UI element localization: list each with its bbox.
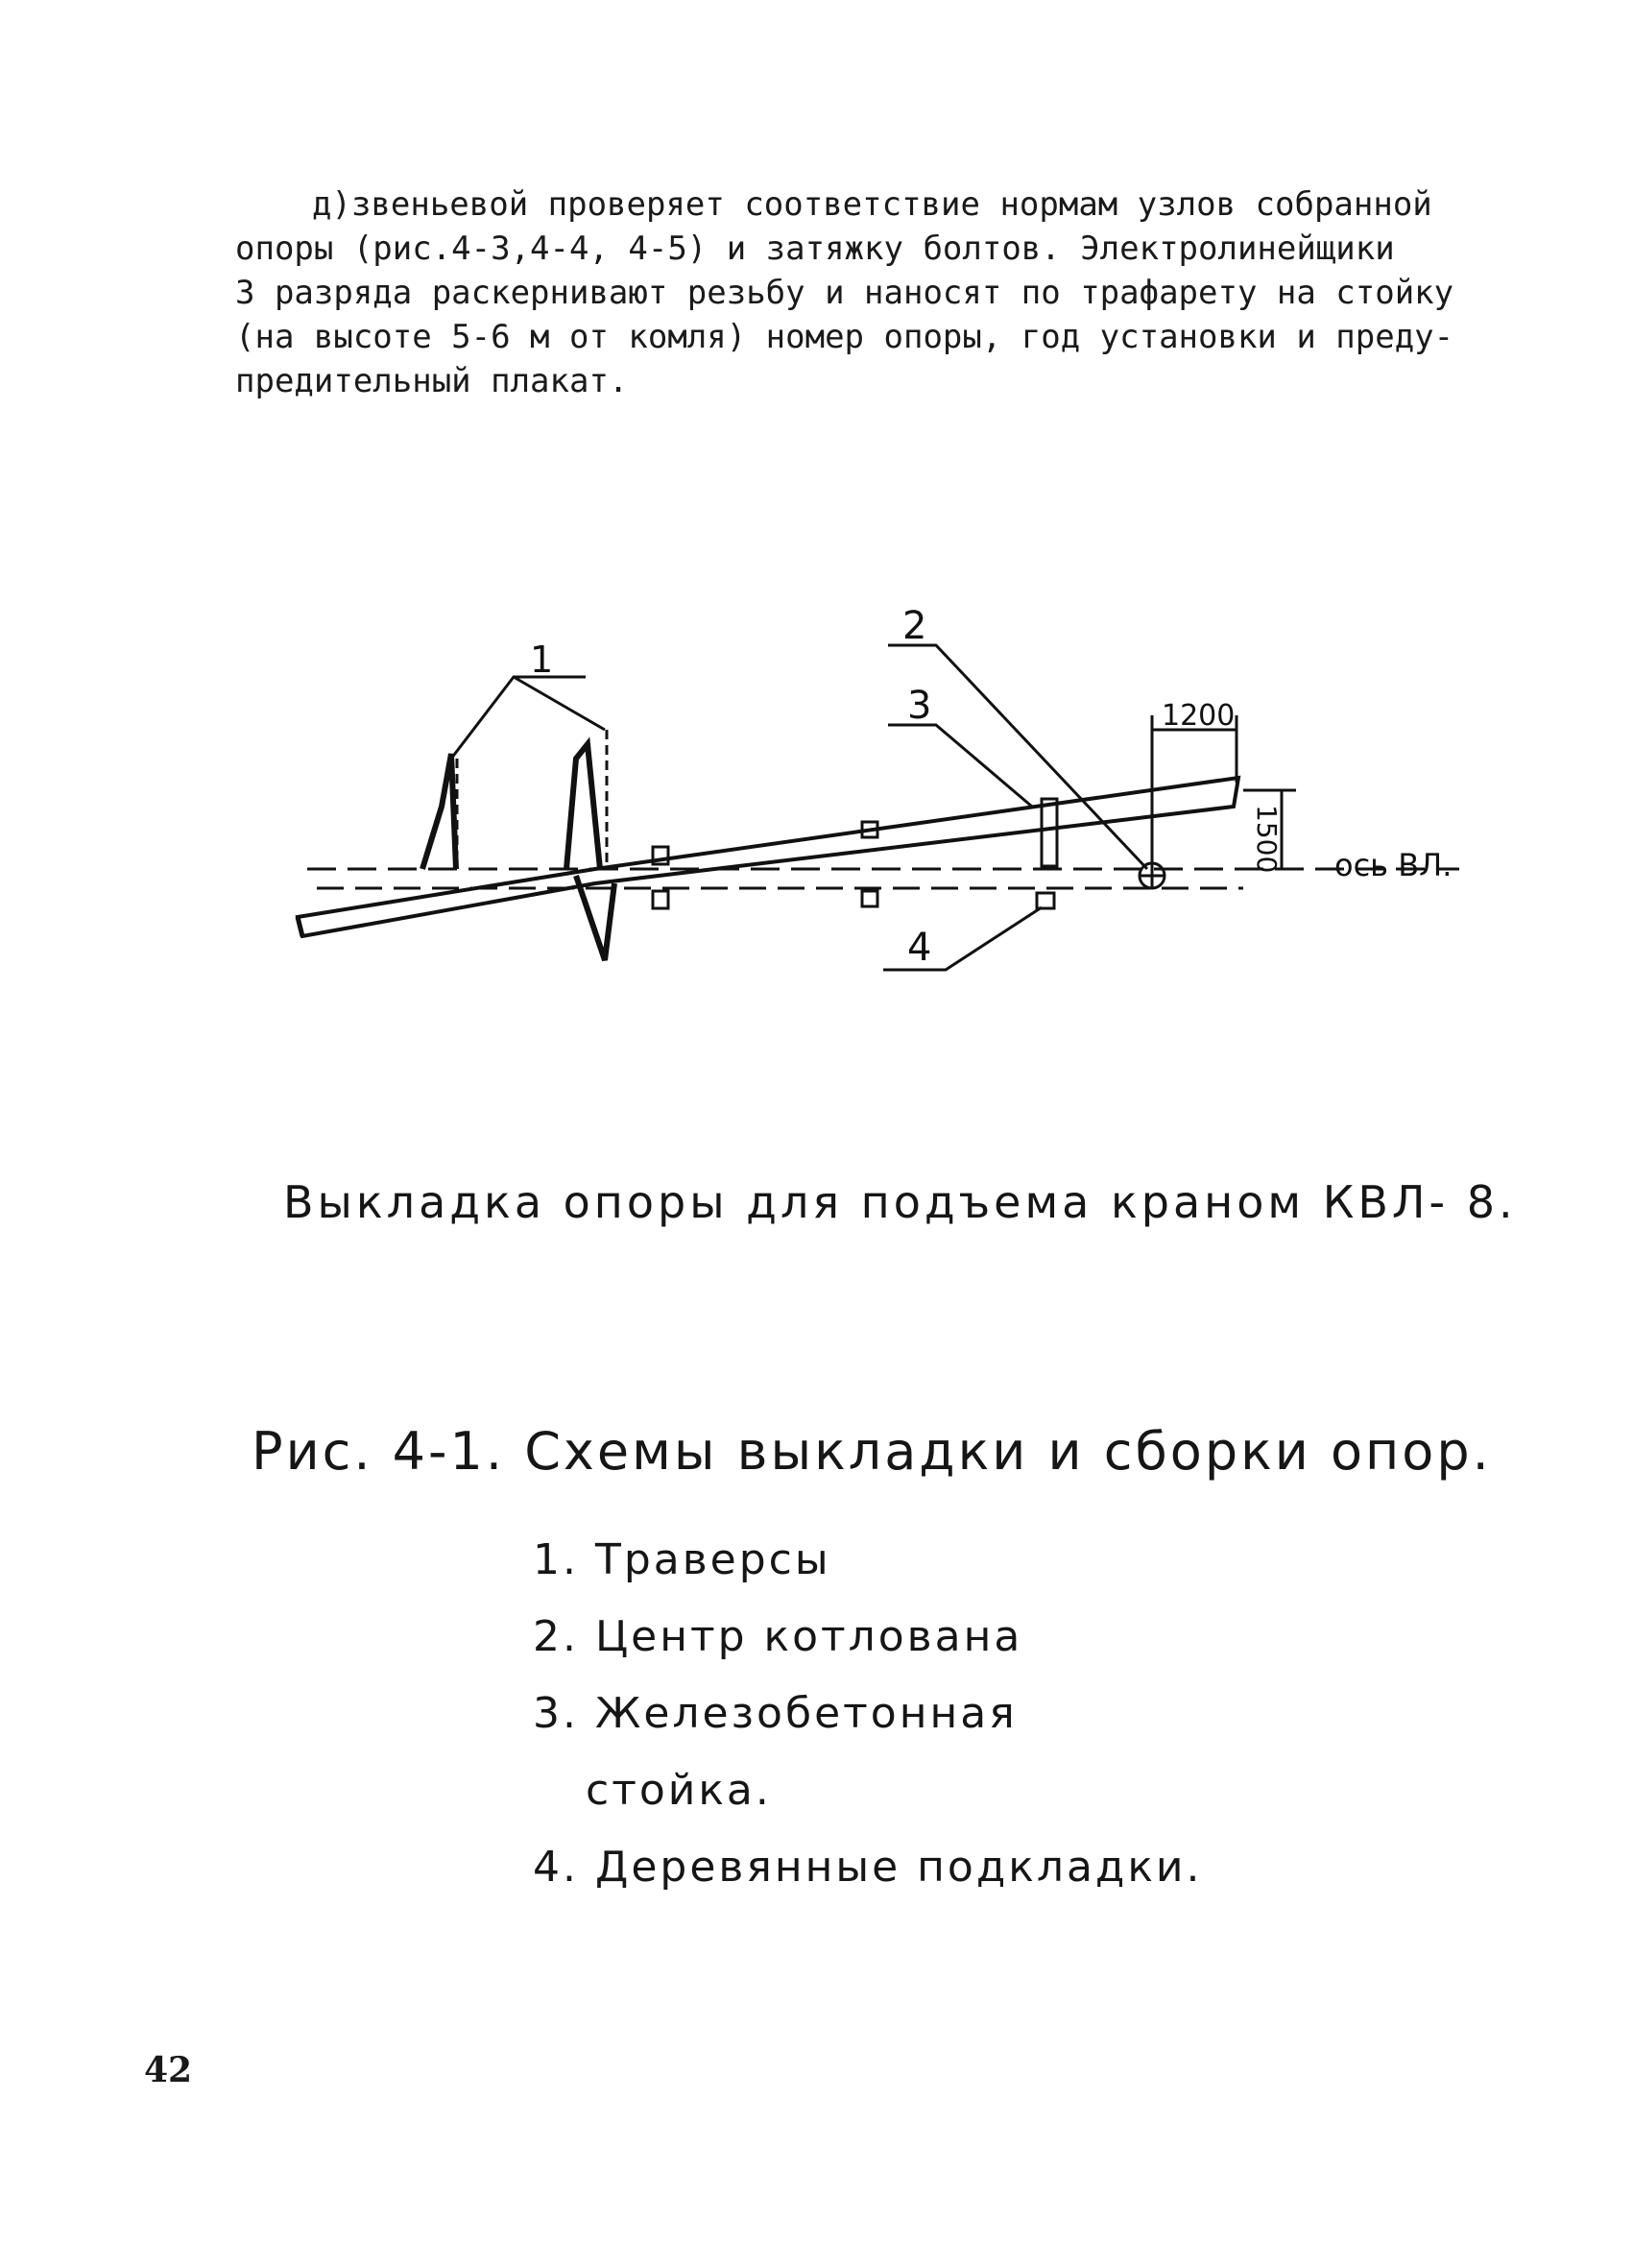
crossarm-right [566, 744, 600, 869]
body-paragraph [235, 182, 1454, 403]
dim-1500: 1500 [1251, 805, 1283, 874]
legend-item: стойка. [586, 1766, 772, 1815]
figure-legend [533, 1522, 1203, 1906]
block [862, 891, 877, 906]
leader-1 [451, 677, 586, 759]
body-line: (на высоте 5-6 м от комля) номер опоры, год установки и преду- [235, 318, 1454, 356]
legend-item: 4. Деревянные подкладки. [533, 1843, 1203, 1892]
figure-caption: Выкладка опоры для подъема краном КВЛ- 8. [283, 1176, 1517, 1228]
crossarm-left [422, 754, 456, 869]
pole-layout-drawing [288, 595, 1488, 999]
callout-4: 4 [907, 926, 932, 970]
callout-2: 2 [902, 604, 927, 648]
page-number: 42 [144, 2050, 193, 2090]
legend-item: 3. Железобетонная [533, 1689, 1018, 1738]
leader-3 [888, 725, 1032, 807]
callout-1: 1 [530, 639, 554, 681]
body-line: опоры (рис.4-3,4-4, 4-5) и затяжку болтов. Электролинейщики [235, 229, 1395, 268]
callout-3: 3 [907, 684, 932, 728]
axis-label: ось ВЛ. [1334, 847, 1453, 883]
leader-1b [514, 677, 605, 730]
dim-1200: 1200 [1162, 699, 1236, 733]
concrete-pole [298, 778, 1238, 936]
body-line: 3 разряда раскернивают резьбу и наносят по трафарету на стойку [235, 274, 1454, 312]
legend-item: 1. Траверсы [533, 1535, 831, 1584]
figure-title: Рис. 4-1. Схемы выкладки и сборки опор. [252, 1421, 1492, 1482]
leader-2 [888, 645, 1147, 869]
block [1037, 893, 1054, 908]
body-line: предительный плакат. [235, 362, 629, 400]
legend-item: 2. Центр котлована [533, 1612, 1023, 1661]
body-line: д)звеньевой проверяет соответствие нормам узлов собранной [312, 185, 1432, 224]
block [1042, 799, 1057, 866]
block [653, 891, 668, 908]
